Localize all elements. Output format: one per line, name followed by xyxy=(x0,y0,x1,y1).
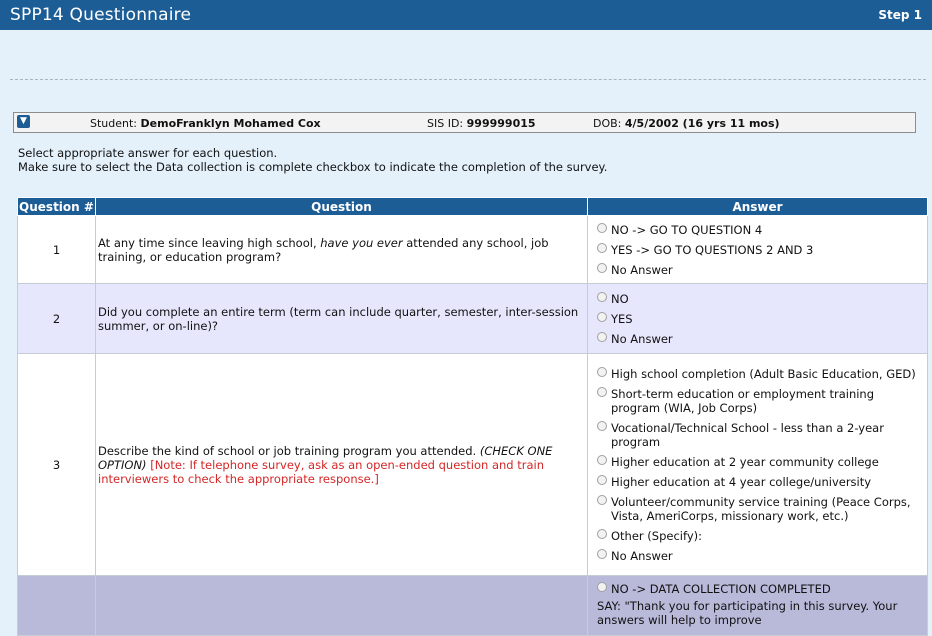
option-label: YES -> GO TO QUESTIONS 2 AND 3 xyxy=(611,242,814,257)
student-value: DemoFranklyn Mohamed Cox xyxy=(140,117,321,130)
radio-button[interactable] xyxy=(597,549,607,559)
answer-cell xyxy=(588,284,928,354)
radio-option[interactable] xyxy=(590,220,925,240)
header-answer: Answer xyxy=(588,198,928,216)
instructions xyxy=(18,146,607,174)
radio-button[interactable] xyxy=(597,529,607,539)
option-label: No Answer xyxy=(611,548,673,563)
option-label: NO -> GO TO QUESTION 4 xyxy=(611,222,763,237)
sis-id xyxy=(427,117,536,130)
question-emphasis: (CHECK ONE OPTION) xyxy=(98,443,553,472)
question-note: [Note: If telephone survey, ask as an open-ended question and train interviewers to check the appropriate response.] xyxy=(98,457,545,486)
question-number xyxy=(18,576,96,636)
table-header-row xyxy=(18,198,928,216)
radio-option[interactable] xyxy=(590,260,925,280)
option-label: Volunteer/community service training (Peace Corps, Vista, AmeriCorps, missionary work, etc.) xyxy=(611,494,911,523)
radio-option[interactable] xyxy=(590,329,925,349)
answer-cell xyxy=(588,216,928,284)
radio-option[interactable] xyxy=(590,384,925,418)
option-label: No Answer xyxy=(611,331,673,346)
sis-value: 999999015 xyxy=(466,117,536,130)
radio-button[interactable] xyxy=(597,263,607,273)
question-text: Did you complete an entire term (term can include quarter, semester, inter-session summer, or on-line)? xyxy=(96,284,588,354)
answer-cell xyxy=(588,576,928,636)
radio-button[interactable] xyxy=(597,367,607,377)
radio-button[interactable] xyxy=(597,475,607,485)
question-number: 3 xyxy=(18,354,96,576)
radio-option[interactable] xyxy=(590,492,925,526)
radio-option[interactable] xyxy=(590,418,925,452)
question-number: 2 xyxy=(18,284,96,354)
radio-button[interactable] xyxy=(597,455,607,465)
student-label: Student: xyxy=(90,117,138,130)
radio-option[interactable] xyxy=(590,289,925,309)
header-question-number: Question # xyxy=(19,199,94,214)
table-row xyxy=(18,354,928,576)
sis-label: SIS ID: xyxy=(427,117,464,130)
expand-icon[interactable]: ▼ xyxy=(17,115,30,128)
table-row xyxy=(18,216,928,284)
title-bar xyxy=(0,0,932,30)
radio-option[interactable] xyxy=(590,526,925,546)
radio-button[interactable] xyxy=(597,495,607,505)
table-row xyxy=(18,284,928,354)
instruction-line-2: Make sure to select the Data collection is complete checkbox to indicate the completion of the survey. xyxy=(18,160,608,174)
option-label: NO -> DATA COLLECTION COMPLETED xyxy=(611,582,831,596)
option-label: No Answer xyxy=(611,262,673,277)
radio-button[interactable] xyxy=(597,312,607,322)
option-label: Vocational/Technical School - less than a 2-year program xyxy=(611,420,884,449)
radio-button[interactable] xyxy=(597,243,607,253)
question-text xyxy=(96,576,588,636)
question-text-part: attended any school, job training, or education program? xyxy=(98,235,549,264)
table-row xyxy=(18,576,928,636)
option-label: NO xyxy=(611,291,629,306)
question-emphasis: have you ever xyxy=(320,235,403,250)
header-question: Question xyxy=(96,198,588,216)
say-text: SAY: "Thank you for participating in this survey. Your answers will help to improve xyxy=(597,599,898,627)
question-text xyxy=(96,354,588,576)
content-area xyxy=(0,30,932,628)
radio-option[interactable] xyxy=(590,472,925,492)
student-name xyxy=(90,117,321,130)
divider xyxy=(10,79,926,80)
radio-button[interactable] xyxy=(597,582,607,592)
dob xyxy=(593,117,780,130)
radio-option[interactable] xyxy=(590,309,925,329)
question-text xyxy=(96,216,588,284)
dob-label: DOB: xyxy=(593,117,622,130)
step-indicator: Step 1 xyxy=(878,8,922,22)
student-info-bar xyxy=(13,112,916,133)
questionnaire-table xyxy=(17,197,928,636)
instruction-line-1: Select appropriate answer for each question. xyxy=(18,146,278,160)
radio-option[interactable] xyxy=(590,364,925,384)
option-label: Short-term education or employment training program (WIA, Job Corps) xyxy=(611,386,875,415)
option-label: Higher education at 2 year community college xyxy=(611,454,879,469)
radio-button[interactable] xyxy=(597,332,607,342)
radio-button[interactable] xyxy=(597,387,607,397)
question-text-part: At any time since leaving high school, xyxy=(98,235,321,250)
radio-option[interactable] xyxy=(590,576,925,599)
dob-value: 4/5/2002 (16 yrs 11 mos) xyxy=(624,117,780,130)
question-text-part: Describe the kind of school or job training program you attended. xyxy=(98,443,480,458)
option-label: High school completion (Adult Basic Education, GED) xyxy=(611,366,916,381)
radio-button[interactable] xyxy=(597,421,607,431)
answer-cell xyxy=(588,354,928,576)
question-number: 1 xyxy=(18,216,96,284)
radio-button[interactable] xyxy=(597,223,607,233)
radio-button[interactable] xyxy=(597,292,607,302)
page-title: SPP14 Questionnaire xyxy=(10,5,192,25)
radio-option[interactable] xyxy=(590,546,925,566)
option-label: Other (Specify): xyxy=(611,528,703,543)
option-label: YES xyxy=(611,311,633,326)
radio-option[interactable] xyxy=(590,240,925,260)
radio-option[interactable] xyxy=(590,452,925,472)
option-label: Higher education at 4 year college/university xyxy=(611,474,872,489)
